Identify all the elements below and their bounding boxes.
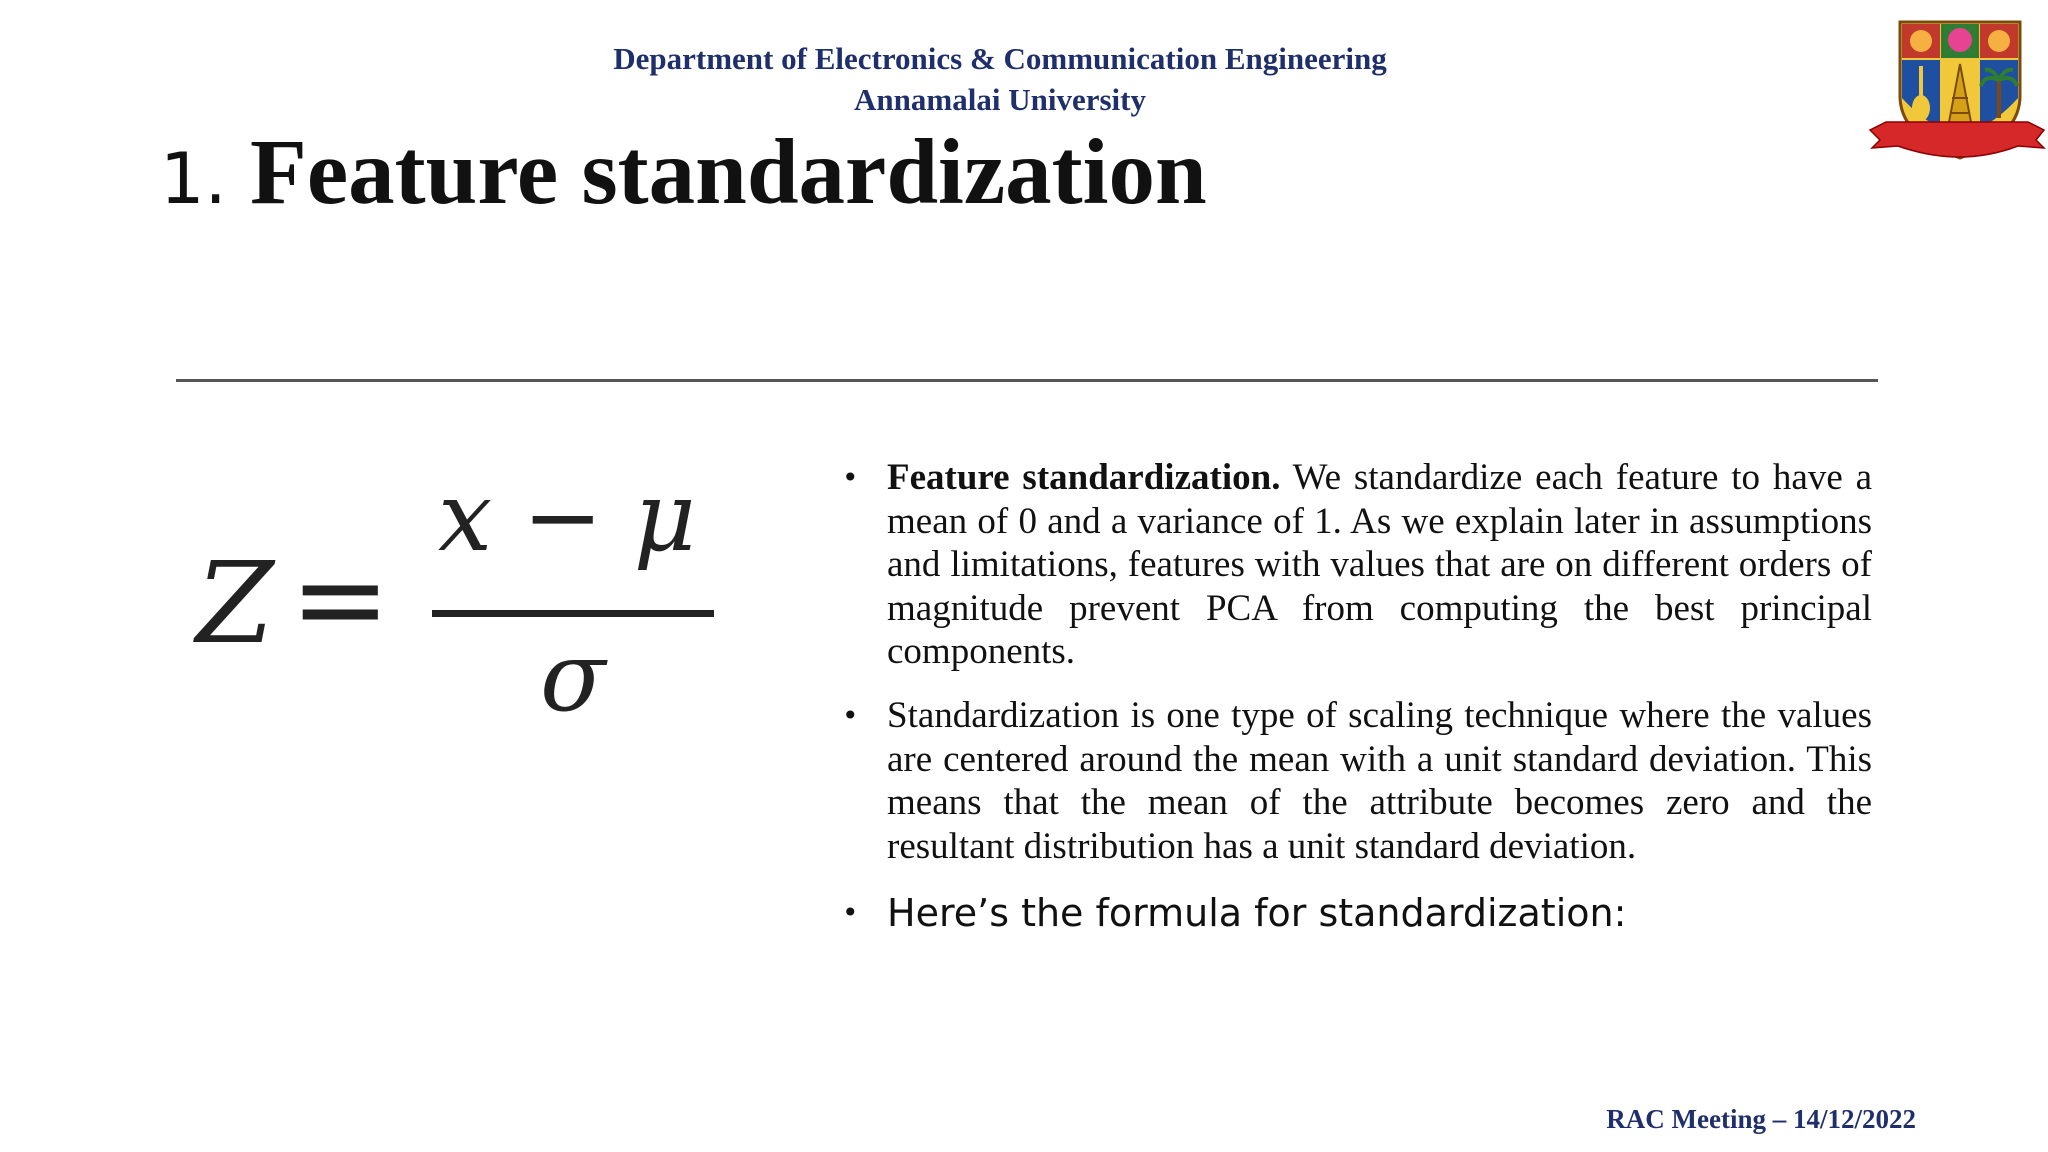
bullet-text: We standardize each feature to have a mean of 0 and a variance of 1. As we explain later in assumptions and limitations, features with values that are on different orders of magnitude prevent PCA from computing the best principal components.: [887, 457, 1873, 673]
bullet-item: [840, 888, 1872, 938]
bullet-dot: •: [842, 698, 859, 732]
bullet-list: [840, 456, 1872, 958]
standardization-formula: [190, 470, 750, 750]
fraction-bar: [432, 610, 714, 617]
department-name: Department of Electronics & Communication Engineering: [613, 41, 1387, 76]
bullet-item: [840, 456, 1872, 674]
bullet-item: [840, 694, 1872, 868]
title-divider: [176, 379, 1878, 382]
formula-equals: =: [290, 530, 391, 669]
slide-header: [540, 38, 1460, 120]
formula-numerator: x − μ: [438, 470, 696, 573]
slide-footer: RAC Meeting – 14/12/2022: [1606, 1104, 1916, 1134]
bullet-dot: •: [842, 461, 859, 494]
university-name: Annamalai University: [854, 82, 1146, 117]
bullet-text: Standardization is one type of scaling technique where the values are centered around the mean with a unit standard deviation. This means that the mean of the attribute becomes zero and the resultant distribution has a unit standard deviation.: [887, 694, 1872, 867]
formula-lhs: Z: [196, 539, 274, 669]
title-number: 1.: [160, 138, 227, 220]
slide-title: [160, 118, 1207, 234]
university-crest-icon: [1868, 18, 2046, 168]
formula-denominator: σ: [540, 621, 606, 733]
bullet-text: Here’s the formula for standardization:: [887, 891, 1627, 936]
bullet-dot: •: [842, 896, 859, 930]
bullet-bold-lead: Feature standardization.: [887, 457, 1281, 498]
title-text: Feature standardization: [250, 121, 1207, 224]
